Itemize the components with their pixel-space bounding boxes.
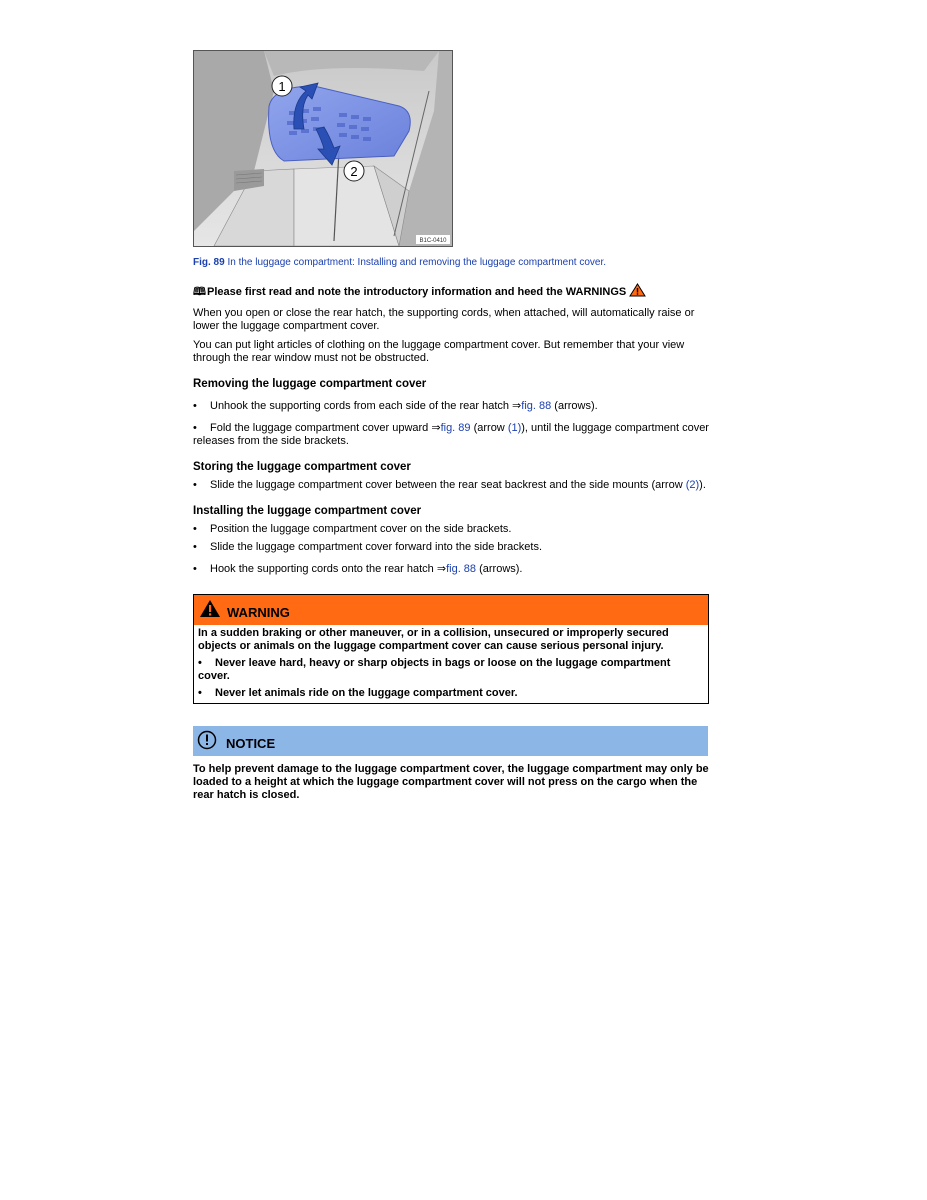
list-item-text: Hook the supporting cords onto the rear hatch ⇒ <box>210 563 447 575</box>
exclamation-circle-icon <box>197 730 217 753</box>
list-item <box>193 479 709 492</box>
arrow-1-link[interactable]: (1) <box>507 422 522 434</box>
fig-88-link[interactable]: fig. 88 <box>446 563 477 575</box>
warning-item <box>198 687 704 700</box>
list-item <box>193 400 709 413</box>
list-item <box>193 422 709 448</box>
list-item <box>193 523 709 536</box>
warning-item-text: Never leave hard, heavy or sharp objects in bags or loose on the luggage compartment cover. <box>198 657 671 682</box>
bullet: • <box>193 479 197 491</box>
bullet: • <box>193 563 197 575</box>
figure-luggage-cover <box>193 50 453 247</box>
figure-caption-label: Fig. 89 <box>193 257 225 268</box>
bullet: • <box>198 687 202 699</box>
image-code: B1C-0410 <box>419 238 447 244</box>
list-item-text: Slide the luggage compartment cover between the rear seat backrest and the side mounts (arrow <box>210 479 686 491</box>
fig-88-link[interactable]: fig. 88 <box>521 400 552 412</box>
warning-label: WARNING <box>227 604 290 620</box>
callout-2: 2 <box>350 164 358 179</box>
storing-heading: Storing the luggage compartment cover <box>193 461 411 473</box>
warning-header <box>194 595 708 625</box>
warning-item-text: Never let animals ride on the luggage compartment cover. <box>215 687 518 699</box>
removing-heading: Removing the luggage compartment cover <box>193 378 427 390</box>
list-item-text: Slide the luggage compartment cover forward into the side brackets. <box>210 541 543 553</box>
callout-1: 1 <box>278 79 286 94</box>
installing-heading: Installing the luggage compartment cover <box>193 505 422 517</box>
bullet: • <box>193 523 197 535</box>
warning-triangle-icon <box>629 283 646 301</box>
list-item <box>193 541 709 554</box>
list-item-text: Fold the luggage compartment cover upward ⇒ <box>210 422 441 434</box>
bullet: • <box>193 400 197 412</box>
warning-body <box>194 625 708 703</box>
intro-paragraph-2: You can put light articles of clothing on the luggage compartment cover. But remember that your view through the rear window must not be obstructed. <box>193 339 685 364</box>
manual-page <box>193 50 709 802</box>
bullet: • <box>193 541 197 553</box>
notice-header <box>193 726 708 756</box>
warning-box <box>193 594 709 704</box>
fig-89-link[interactable]: fig. 89 <box>440 422 471 434</box>
list-item-text: Unhook the supporting cords from each side of the rear hatch ⇒ <box>210 400 522 412</box>
list-item-text: ). <box>699 479 706 491</box>
list-item-text: (arrows). <box>551 400 598 412</box>
list-item-text: ), until the luggage compartment cover releases from the side brackets. <box>193 422 709 447</box>
notice-label: NOTICE <box>226 735 276 751</box>
bullet: • <box>198 657 202 669</box>
intro-heading-text: Please first read and note the introductory information and heed the WARNINGS <box>206 285 627 298</box>
list-item-text: (arrow <box>470 422 508 434</box>
list-item <box>193 563 709 576</box>
warning-text: In a sudden braking or other maneuver, or in a collision, unsecured or improperly secured objects or animals on the luggage compartment cover can cause serious personal injury. <box>198 627 669 652</box>
book-icon: 🕮 <box>193 285 206 298</box>
intro-heading <box>193 283 709 301</box>
notice-text: To help prevent damage to the luggage compartment cover, the luggage compartment may only be loaded to a height at which the luggage compartment cover will not press on the cargo when the rear hatch is closed. <box>193 763 709 801</box>
warning-triangle-icon <box>199 599 221 621</box>
arrow-2-link[interactable]: (2) <box>685 479 700 491</box>
figure-caption <box>193 257 709 269</box>
bullet: • <box>193 422 197 434</box>
figure-caption-text: In the luggage compartment: Installing and removing the luggage compartment cover. <box>224 257 607 268</box>
list-item-text: Position the luggage compartment cover on the side brackets. <box>210 523 512 535</box>
warning-item <box>198 657 704 683</box>
luggage-compartment-illustration <box>194 51 452 246</box>
list-item-text: (arrows). <box>476 563 523 575</box>
intro-paragraph-1: When you open or close the rear hatch, the supporting cords, when attached, will automatically raise or lower the luggage compartment cover. <box>193 307 695 332</box>
